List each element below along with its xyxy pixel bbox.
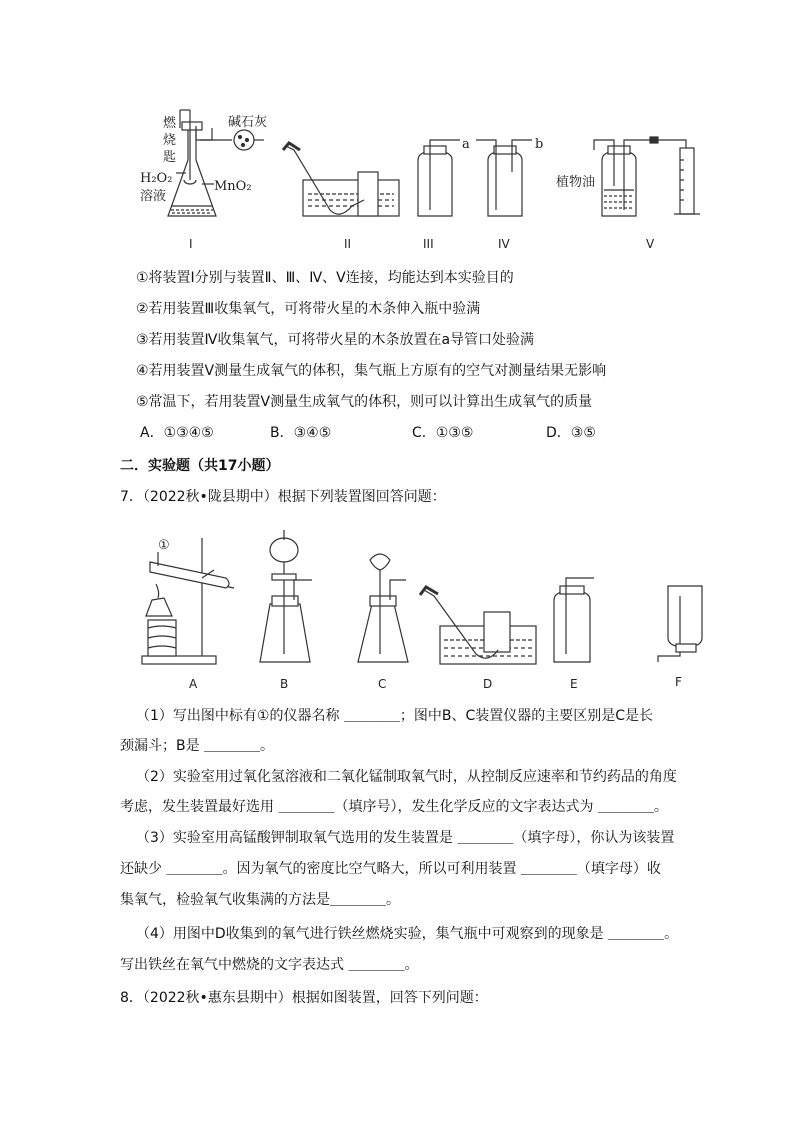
q7-line-9: 写出铁丝在氧气中燃烧的文字表达式 ＿＿＿＿。 xyxy=(120,957,419,973)
circle-label-1: ① xyxy=(158,538,170,553)
caption-B: B xyxy=(280,677,289,691)
apparatus-D-icon xyxy=(420,587,536,664)
caption-III: III xyxy=(423,237,434,251)
q6-statement-2: ②若用装置Ⅲ收集氧气，可将带火星的木条伸入瓶中验满 xyxy=(136,301,481,317)
q7-line-4: 考虑，发生装置最好选用 ＿＿＿＿（填序号），发生化学反应的文字表达式为 ＿＿＿＿。 xyxy=(120,799,668,815)
q7-line-6: 还缺少 ＿＿＿＿。因为氧气的密度比空气略大，所以可利用装置 ＿＿＿＿（填字母）收 xyxy=(120,861,661,877)
label-a: a xyxy=(462,137,470,152)
q6-statement-4: ④若用装置Ⅴ测量生成氧气的体积，集气瓶上方原有的空气对测量结果无影响 xyxy=(136,363,607,379)
q7-stem: 7．（2022秋•陇县期中）根据下列装置图回答问题： xyxy=(120,489,446,505)
label-burn-1: 燃 xyxy=(163,116,177,131)
q6-statement-1: ①将装置Ⅰ分别与装置Ⅱ、Ⅲ、Ⅳ、Ⅴ连接，均能达到本实验目的 xyxy=(136,270,514,286)
caption-C: C xyxy=(378,677,387,691)
label-solution: 溶液 xyxy=(140,189,167,204)
apparatus-A-icon xyxy=(142,538,234,664)
q6-option-A[interactable]: A．①③④⑤ xyxy=(140,425,214,441)
q6-option-C[interactable]: C．①③⑤ xyxy=(412,425,474,441)
q7-line-1: （1）写出图中标有①的仪器名称 ＿＿＿＿；图中B、C装置仪器的主要区别是C是长 xyxy=(136,708,654,724)
apparatus-C-icon xyxy=(358,554,408,662)
caption-IV: IV xyxy=(498,237,510,251)
label-burn-2: 烧 xyxy=(163,133,177,148)
q7-line-7: 集氧气，检验氧气收集满的方法是＿＿＿＿。 xyxy=(120,892,400,908)
label-h2o2: H₂O₂ xyxy=(140,171,173,186)
apparatus-E-icon xyxy=(554,578,594,662)
label-burn-3: 匙 xyxy=(163,150,177,165)
caption-II: II xyxy=(344,237,352,251)
section-heading: 二．实验题（共17小题） xyxy=(120,458,280,474)
label-soda-lime: 碱石灰 xyxy=(228,115,268,130)
q7-line-8: （4）用图中D收集到的氧气进行铁丝燃烧实验，集气瓶中可观察到的现象是 ＿＿＿＿。 xyxy=(136,926,679,942)
caption-E: E xyxy=(570,677,578,691)
q6-statement-5: ⑤常温下，若用装置Ⅴ测量生成氧气的体积，则可以计算出生成氧气的质量 xyxy=(136,394,593,410)
q7-line-5: （3）实验室用高锰酸钾制取氧气选用的发生装置是 ＿＿＿＿（填字母），你认为该装置 xyxy=(136,830,675,846)
q6-option-D[interactable]: D．③⑤ xyxy=(546,425,596,441)
caption-I: I xyxy=(189,237,193,251)
apparatus-F-icon xyxy=(658,586,702,662)
apparatus-B-icon xyxy=(260,530,312,662)
q7-line-2: 颈漏斗；B是 ＿＿＿＿。 xyxy=(120,738,275,754)
q6-statement-3: ③若用装置Ⅳ收集氧气，可将带火星的木条放置在a导管口处验满 xyxy=(136,332,535,348)
caption-A: A xyxy=(189,677,198,691)
q8-stem: 8．（2022秋•惠东县期中）根据如图装置，回答下列问题： xyxy=(120,990,488,1006)
caption-V: V xyxy=(646,237,655,251)
caption-D: D xyxy=(483,677,493,691)
label-veg-oil: 植物油 xyxy=(556,175,596,190)
q7-line-3: （2）实验室用过氧化氢溶液和二氧化锰制取氧气时，从控制反应速率和节约药品的角度 xyxy=(136,769,677,785)
q6-option-B[interactable]: B．③④⑤ xyxy=(270,425,332,441)
label-mno2: MnO₂ xyxy=(214,179,252,194)
label-b: b xyxy=(535,137,544,152)
caption-F: F xyxy=(675,675,682,689)
